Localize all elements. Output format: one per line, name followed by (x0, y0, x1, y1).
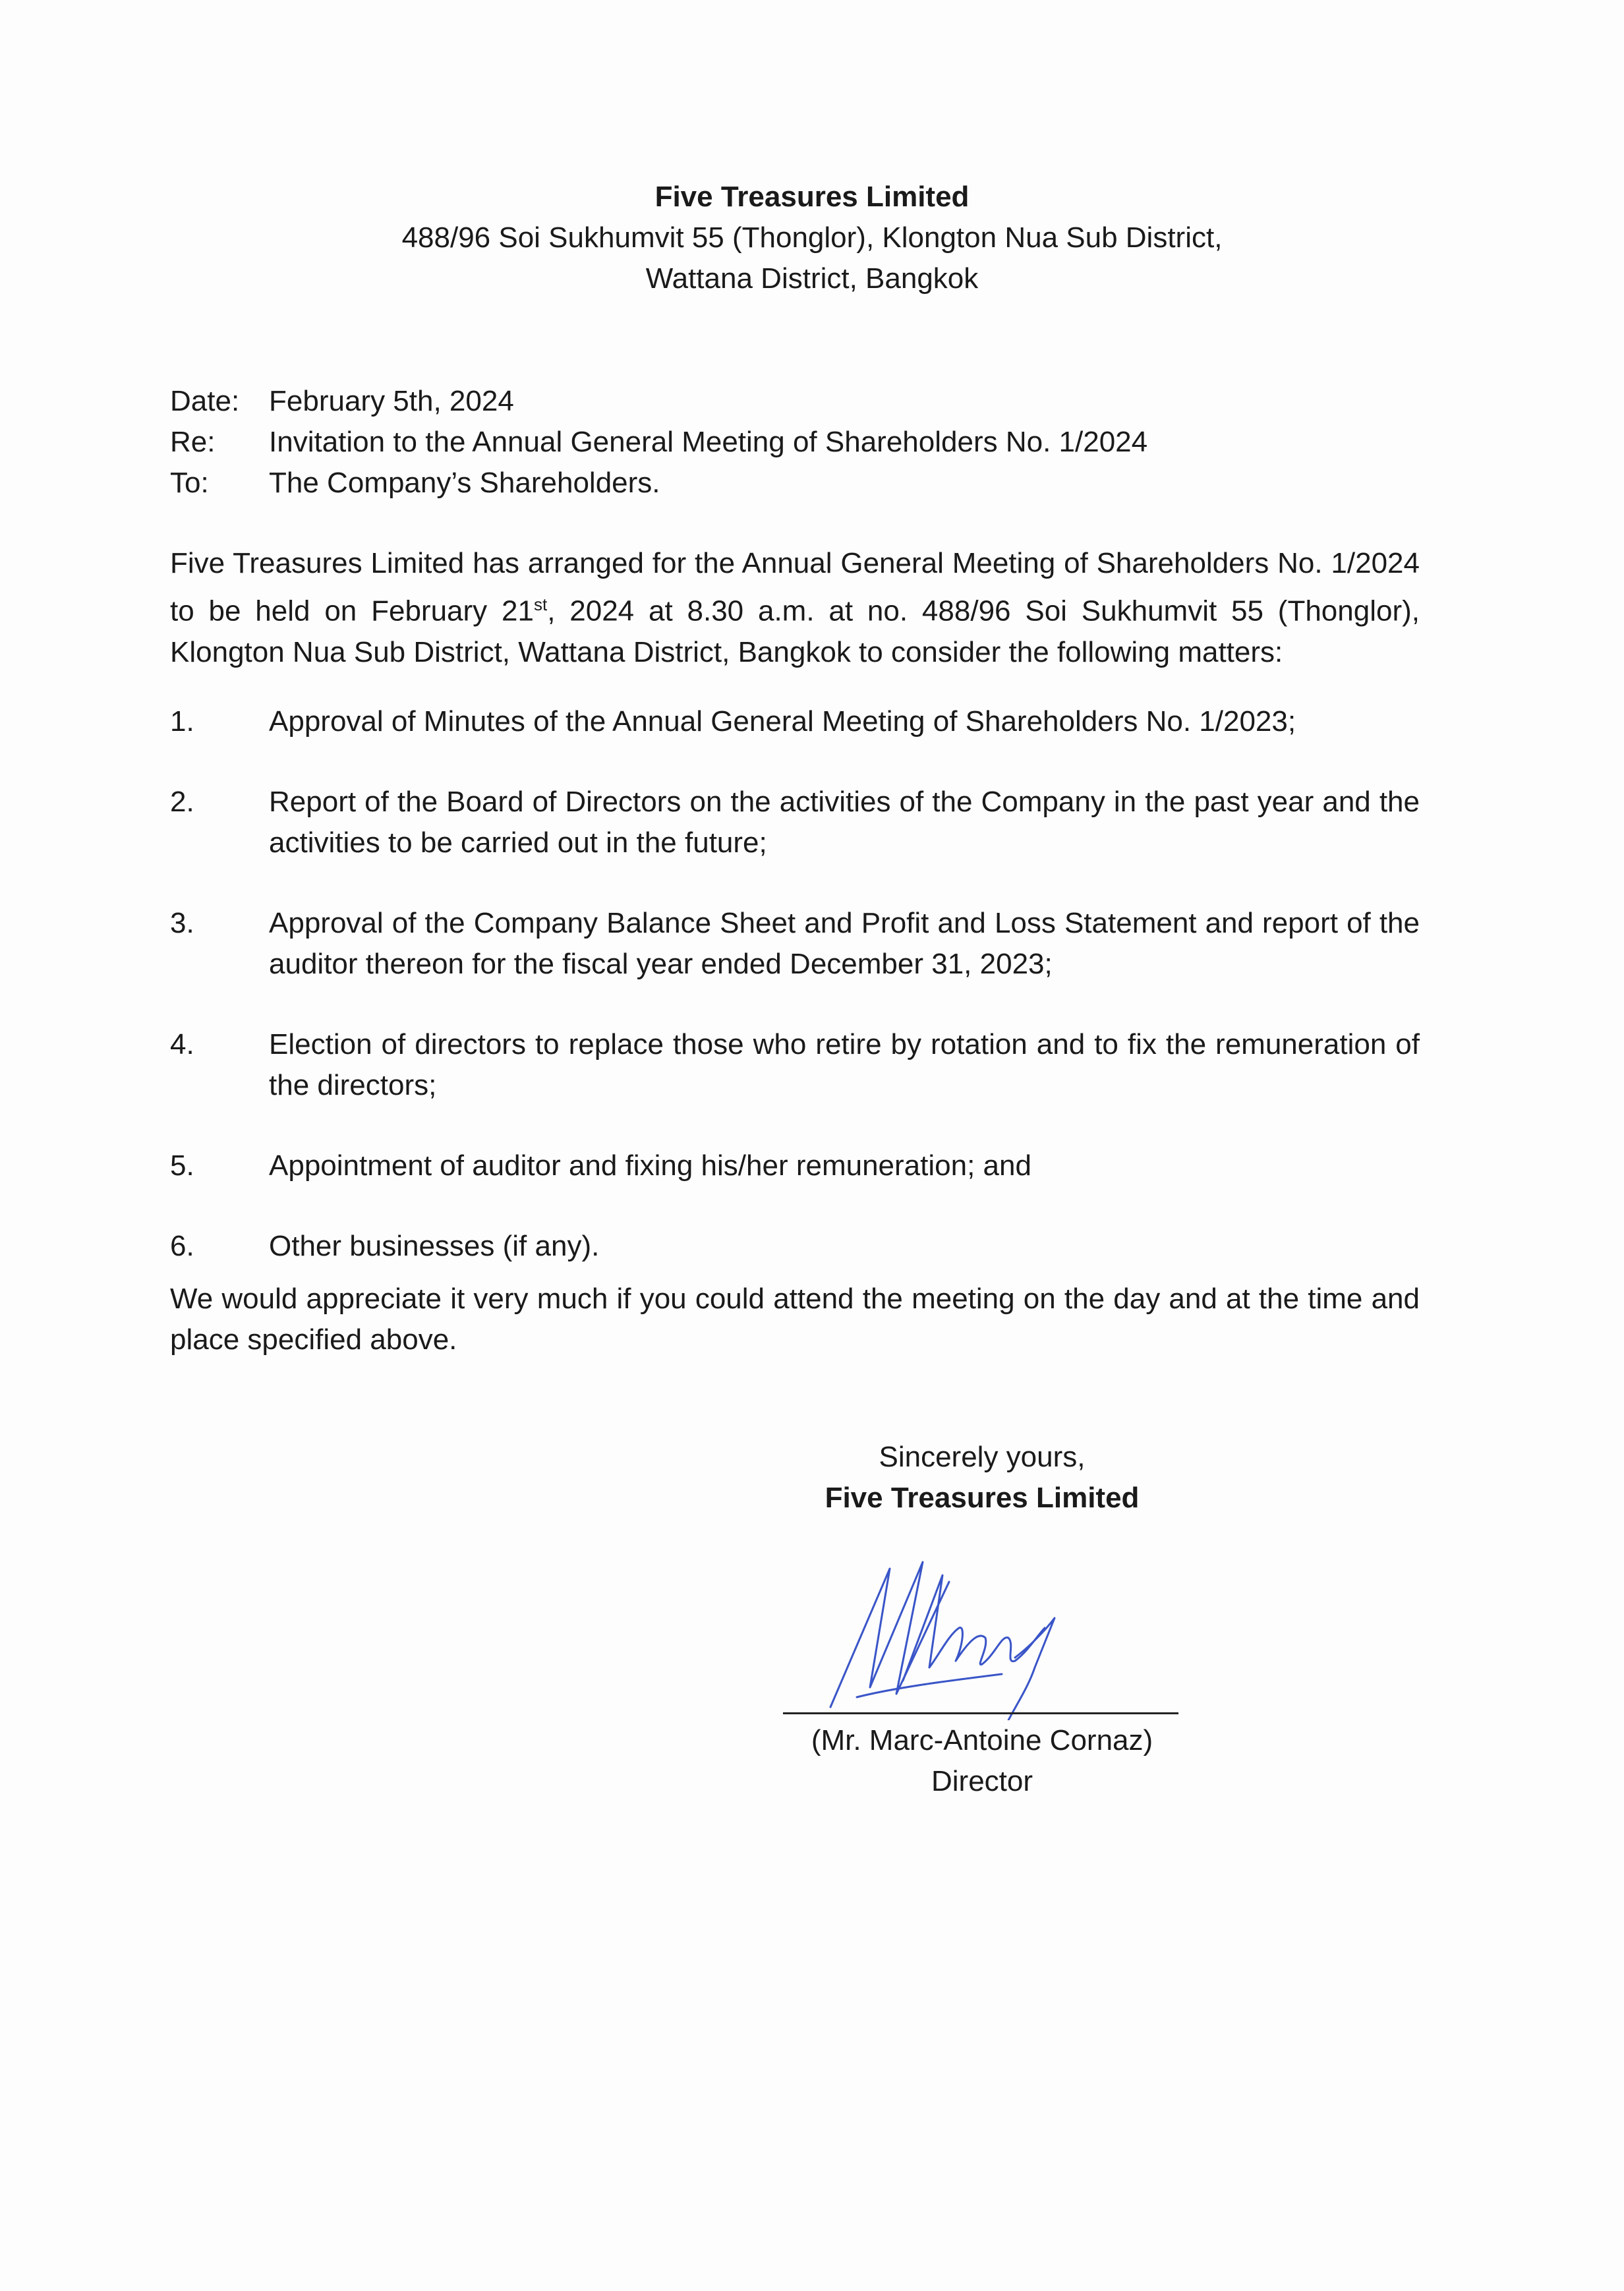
signer-title: Director (931, 1765, 1033, 1797)
signoff-salutation: Sincerely yours, (879, 1441, 1086, 1473)
meta-re-label: Re: (170, 426, 216, 458)
letterhead (0, 177, 1624, 299)
handwritten-signature (817, 1555, 1081, 1720)
agenda-item-number: 5. (170, 1149, 194, 1182)
agenda-item-text: Approval of Minutes of the Annual General Meeting of Shareholders No. 1/2023; (269, 705, 1296, 738)
agenda-item-text: Approval of the Company Balance Sheet and Profit and Loss Statement and report of the auditor thereon for the fiscal year ended December 31, 2023; (269, 907, 1420, 980)
signer-block (725, 1720, 1239, 1802)
closing-paragraph: We would appreciate it very much if you could attend the meeting on the day and at the time and place specified above. (170, 1283, 1420, 1356)
agenda-item (170, 782, 1420, 863)
meta-date-label: Date: (170, 385, 240, 417)
agenda-item-text: Report of the Board of Directors on the activities of the Company in the past year and the activities to be carried out in the future; (269, 786, 1420, 859)
agenda-item-text: Other businesses (if any). (269, 1230, 600, 1262)
meta-date-row (170, 381, 1147, 422)
signoff-block (725, 1437, 1239, 1519)
agenda-list (170, 701, 1420, 1306)
agenda-item (170, 1146, 1420, 1186)
intro-paragraph (170, 543, 1420, 673)
agenda-item-number: 3. (170, 907, 194, 939)
letter-meta (170, 381, 1147, 504)
agenda-item (170, 1226, 1420, 1267)
intro-text-start: Five Treasures Limited has arranged for the Annual General Meeting of Shareholders No. 1/2024 to be held on February 21 (170, 547, 1420, 627)
agenda-item (170, 1024, 1420, 1106)
signature-line (783, 1712, 1178, 1714)
meta-re-value: Invitation to the Annual General Meeting of Shareholders No. 1/2024 (269, 426, 1148, 458)
meta-to-label: To: (170, 467, 209, 499)
intro-text-end: , 2024 at 8.30 a.m. at no. 488/96 Soi Sukhumvit 55 (Thonglor), Klongton Nua Sub District, Wattana District, Bangkok to consider the following matters: (170, 594, 1420, 668)
meta-to-row (170, 463, 1147, 504)
agenda-item-number: 4. (170, 1028, 194, 1060)
meta-date-value: February 5th, 2024 (269, 385, 514, 417)
agenda-item-number: 6. (170, 1230, 194, 1262)
agenda-item-text: Election of directors to replace those who retire by rotation and to fix the remuneration of the directors; (269, 1028, 1420, 1101)
agenda-item-text: Appointment of auditor and fixing his/her remuneration; and (269, 1149, 1031, 1182)
agenda-item-number: 2. (170, 786, 194, 818)
signoff-company: Five Treasures Limited (825, 1482, 1140, 1514)
letterhead-address-line2: Wattana District, Bangkok (645, 262, 979, 295)
letterhead-address-line1: 488/96 Soi Sukhumvit 55 (Thonglor), Klongton Nua Sub District, (401, 221, 1223, 254)
signer-name: (Mr. Marc-Antoine Cornaz) (811, 1724, 1153, 1756)
agenda-item-number: 1. (170, 705, 194, 738)
meta-to-value: The Company’s Shareholders. (269, 467, 660, 499)
agenda-item (170, 701, 1420, 742)
meta-re-row (170, 422, 1147, 463)
letterhead-company: Five Treasures Limited (654, 181, 970, 213)
agenda-item (170, 903, 1420, 985)
intro-ordinal-suffix: st (533, 594, 548, 614)
